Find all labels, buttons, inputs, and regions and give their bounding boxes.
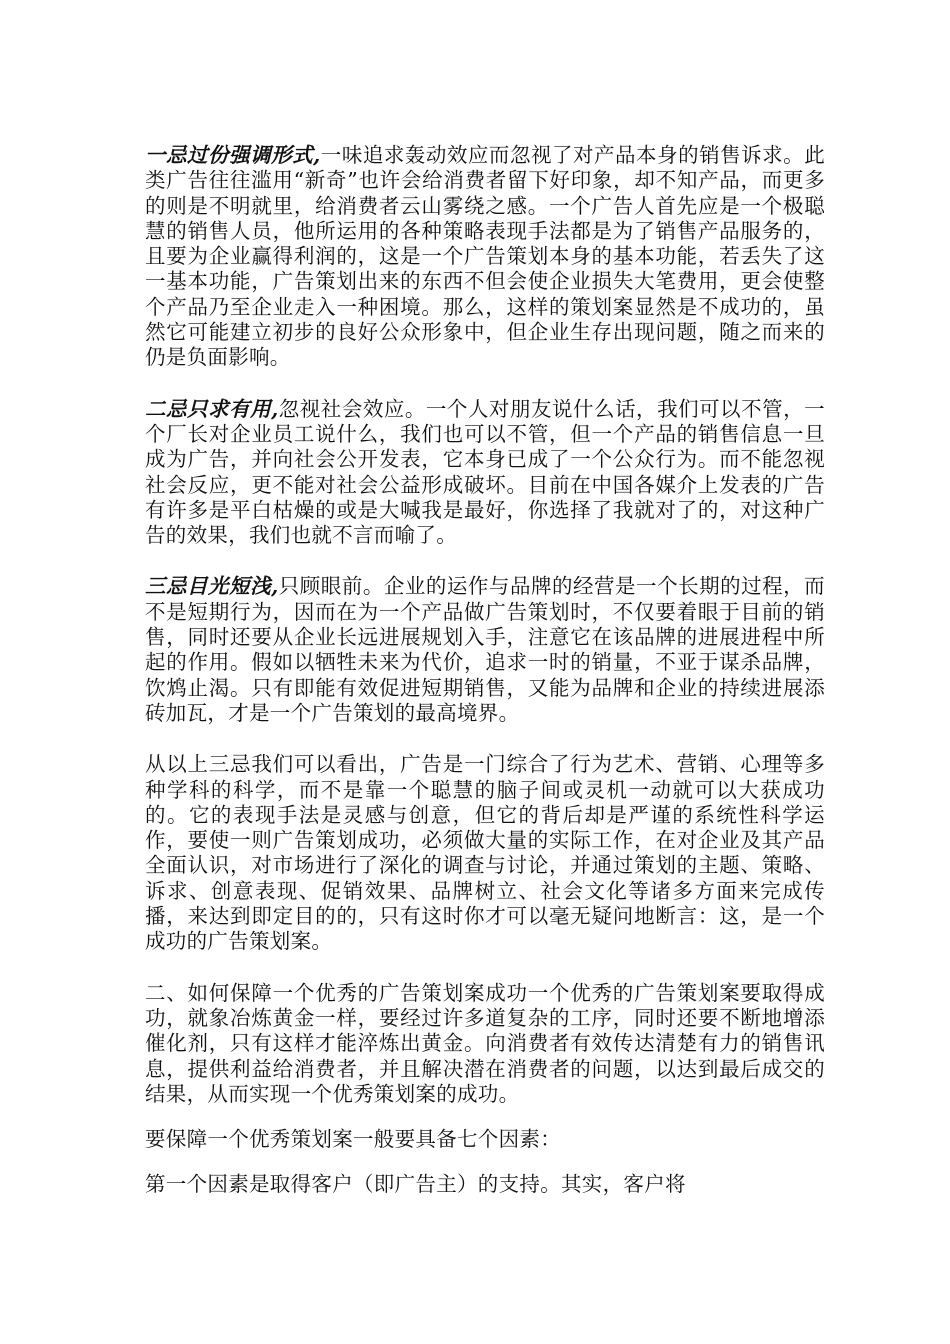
paragraph-text: 忽视社会效应。一个人对朋友说什么话，我们可以不管，一个厂长对企业员工说什么，我们也可以不管，但一个产品的销售信息一旦成为广告，并向社会公开发表，它本身已成了一个公众行为。而不能忽视社会反应，更不能对社会公益形成破坏。目前在中国各媒介上发表的广告有许多是平白枯燥的或是大喊我是最好，你选择了我就对了的，对这种广告的效果，我们也就不言而喻了。 — [145, 396, 825, 548]
paragraph-first-taboo — [145, 143, 825, 371]
paragraph-third-taboo — [145, 574, 825, 726]
paragraph-text: 第一个因素是取得客户（即广告主）的支持。其实，客户将 — [145, 1172, 686, 1197]
paragraph-text: 只顾眼前。企业的运作与品牌的经营是一个长期的过程，而不是短期行为，因而在为一个产品做广告策划时，不仅要着眼于目前的销售，同时还要从企业长远进展规划入手，注意它在该品牌的进展进程中所起的作用。假如以牺牲未来为代价，追求一时的销量，不亚于谋杀品牌，饮鸩止渴。只有即能有效促进短期销售，又能为品牌和企业的持续进展添砖加瓦，才是一个广告策划的最高境界。 — [145, 574, 825, 725]
paragraph-lead: 二忌只求有用, — [145, 396, 279, 421]
paragraph-text: 一味追求轰动效应而忽视了对产品本身的销售诉求。此类广告往往滥用“新奇”也许会给消费者留下好印象，却不知产品，而更多的则是不明就里，给消费者云山雾绕之感。一个广告人首先应是一个极聪慧的销售人员，他所运用的各种策略表现手法都是为了销售产品服务的，且要为企业赢得利润的，这是一个广告策划本身的基本功能，若丢失了这一基本功能，广告策划出来的东西不但会使企业损失大笔费用，更会使整个产品乃至企业走入一种困境。那么，这样的策划案显然是不成功的，虽然它可能建立初步的良好公众形象中，但企业生存出现问题，随之而来的仍是负面影响。 — [145, 143, 825, 370]
paragraph-lead: 三忌目光短浅, — [145, 574, 279, 599]
paragraph-first-factor — [145, 1172, 825, 1197]
document-page — [145, 143, 825, 1224]
paragraph-text: 要保障一个优秀策划案一般要具备七个因素： — [145, 1127, 561, 1152]
paragraph-text: 二、如何保障一个优秀的广告策划案成功一个优秀的广告策划案要取得成功，就象冶炼黄金一样，要经过许多道复杂的工序，同时还要不断地增添催化剂，只有这样才能淬炼出黄金。向消费者有效传达清楚有力的销售讯息，提供利益给消费者，并且解决潜在消费者的问题，以达到最后成交的结果，从而实现一个优秀策划案的成功。 — [145, 980, 825, 1106]
paragraph-summary — [145, 752, 825, 954]
paragraph-seven-factors — [145, 1127, 825, 1152]
paragraph-second-taboo — [145, 397, 825, 549]
paragraph-text: 从以上三忌我们可以看出，广告是一门综合了行为艺术、营销、心理等多种学科的科学，而不是靠一个聪慧的脑子间或灵机一动就可以大获成功的。它的表现手法是灵感与创意，但它的背后却是严谨的系统性科学运作，要使一则广告策划成功，必须做大量的实际工作，在对企业及其产品全面认识，对市场进行了深化的调查与讨论，并通过策划的主题、策略、诉求、创意表现、促销效果、品牌树立、社会文化等诸多方面来完成传播，来达到即定目的的，只有这时你才可以毫无疑问地断言：这，是一个成功的广告策划案。 — [145, 752, 825, 954]
paragraph-section-two — [145, 981, 825, 1107]
paragraph-lead: 一忌过份强调形式, — [145, 143, 321, 167]
